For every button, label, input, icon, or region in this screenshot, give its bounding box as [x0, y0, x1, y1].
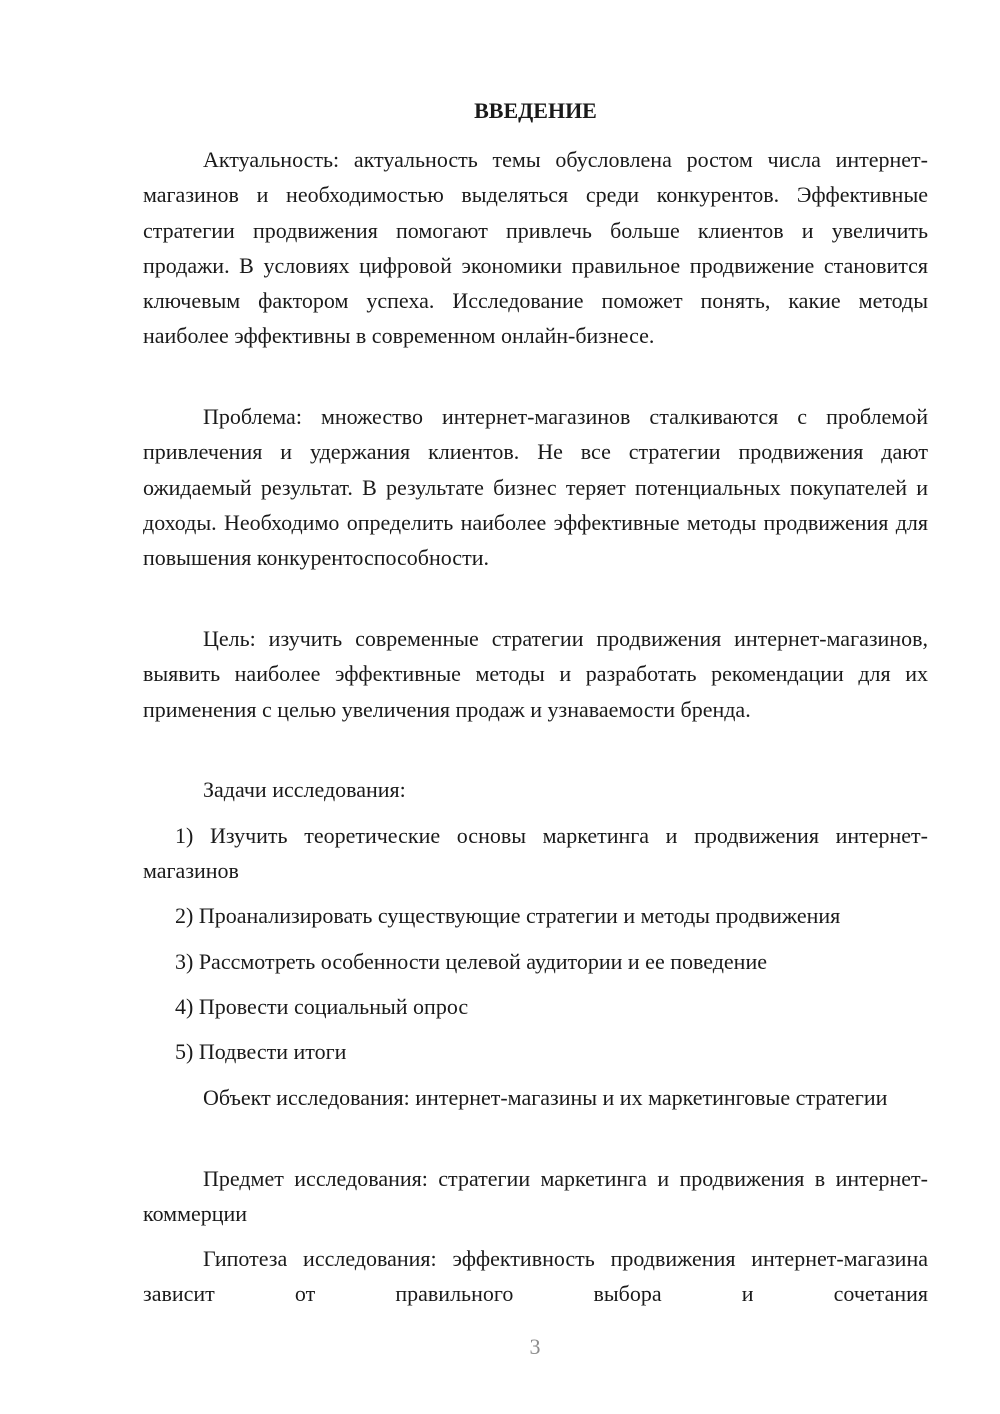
section-heading: ВВЕДЕНИЕ — [474, 98, 597, 123]
task-item-5: 5) Подвести итоги — [175, 1039, 347, 1064]
task-item-1: 1) Изучить теоретические основы маркетинга и продвижения интернет-магазинов — [143, 823, 928, 884]
subject-paragraph: Предмет исследования: стратегии маркетинга и продвижения в интернет-коммерции — [143, 1166, 928, 1227]
problem-paragraph: Проблема: множество интернет-магазинов сталкиваются с проблемой привлечения и удержания клиентов. Не все стратегии продвижения дают ожидаемый результат. В результате бизнес теряет потенциальных покупателей и доходы. Необходимо определить наиболее эффективные методы продвижения для повышения конкурентоспособности. — [143, 404, 928, 571]
tasks-heading: Задачи исследования: — [203, 777, 406, 802]
hypothesis-paragraph: Гипотеза исследования: эффективность продвижения интернет-магазина зависит от правильного выбора и сочетания — [143, 1246, 928, 1307]
object-paragraph: Объект исследования: интернет-магазины и их маркетинговые стратегии — [203, 1085, 888, 1110]
page-number: 3 — [529, 1334, 541, 1359]
goal-paragraph: Цель: изучить современные стратегии продвижения интернет-магазинов, выявить наиболее эффективные методы и разработать рекомендации для их применения с целью увеличения продаж и узнаваемости бренда. — [143, 626, 928, 722]
task-item-3: 3) Рассмотреть особенности целевой аудитории и ее поведение — [175, 949, 767, 974]
task-item-4: 4) Провести социальный опрос — [175, 994, 469, 1019]
task-item-2: 2) Проанализировать существующие стратегии и методы продвижения — [175, 903, 841, 928]
relevance-paragraph: Актуальность: актуальность темы обусловлена ростом числа интернет-магазинов и необходимостью выделяться среди конкурентов. Эффективные стратегии продвижения помогают привлечь больше клиентов и увеличить продажи. В условиях цифровой экономики правильное продвижение становится ключевым фактором успеха. Исследование поможет понять, какие методы наиболее эффективны в современном онлайн-бизнесе. — [143, 147, 928, 349]
